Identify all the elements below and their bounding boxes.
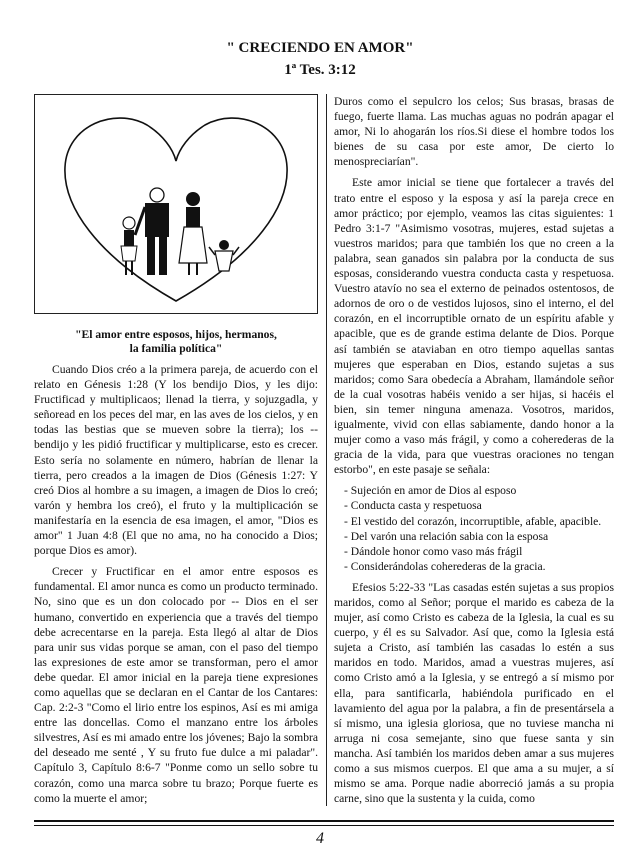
heart-outline-icon: [65, 118, 287, 301]
list-item: - Considerándolas coherederas de la gracia.: [344, 559, 546, 573]
paragraph: Duros como el sepulcro los celos; Sus brasas, brasas de fuego, fuerte llama. Las muchas aguas no podrán apagar el amor, Ni lo ahogarán los ríos.Si diese el hombre todos los bienes de su casa por este amor, De cierto lo menospreciarían".: [334, 95, 614, 169]
mother-figure-icon: [179, 192, 207, 275]
page-title: " CRECIENDO EN AMOR": [226, 40, 414, 56]
paragraph: Cuando Dios créo a la primera pareja, de acuerdo con el relato en Génesis 1:28 (Y los bendijo Dios, y les dijo: Fructificad y multiplicaos; llenad la tierra, y sojuzgadla, y señoread en los peces del mar, en las aves de los cielos, y en todas las bestias que se mueven sobre la tierra); los -- bendijo y les pidió fructificar y multiplicarse, esto es crecer. Esto sería no solamente en número, habrían de llenar la tierra, pero creados a la imagen de Dios (Génesis 1:27: Y creó Dios al hombre a su imagen, a imagen de Dios lo creó; varón y hembra los creó), el fruto y la multiplicación se manifestaría en la esencia de esa imagen, el amor, "Dios es amor" 1 Juan 4:8 (El que no ama, no ha conocido a Dios; porque Dios es amor).: [34, 363, 318, 558]
caption-line-1: "El amor entre esposos, hijos, hermanos,: [75, 328, 277, 341]
heart-family-drawing: [35, 95, 317, 313]
paragraph: Crecer y Fructificar en el amor entre esposos es fundamental. El amor nunca es como un producto terminado. No, sino que es un don colocado por -- Dios en el ser humano, convertido en experiencia que a través del tiempo debe acrecentarse en la pareja. Esta llegó al altar de Dios para unir sus vidas porque se aman, con el paso del tiempo las expresiones de este amor se transforman, pero el amor debe quedar. El amor inicial en la pareja tiene expresiones como aquellas que se declaran en el Cantar de los Cantares: Cap. 2:2-3 "Como el lirio entre los espinos, Así es mi amiga entre las doncellas. Como el manzano entre los árboles silvestres, Así es mi amado entre los jóvenes; Bajo la sombra del deseado me senté , Y su fruto fue dulce a mi paladar". Capítulo 3, Capítulo 8:6-7 "Ponme como un sello sobre tu corazón, como una marca sobre tu brazo; Porque fuerte es como la muerte el amor;: [34, 565, 318, 805]
baby-figure-icon: [209, 240, 239, 271]
left-column: [34, 94, 318, 812]
list-item: - El vestido del corazón, incorruptible, afable, apacible.: [344, 514, 602, 528]
footer-rule: [34, 825, 614, 826]
paragraph: Efesios 5:22-33 "Las casadas estén sujetas a sus propios maridos, como al Señor; porque el marido es cabeza de la mujer, así como Cristo es cabeza de la Iglesia, la cual es su cuerpo, y él es su Salvador. Así que, como la Iglesia está sujeta a Cristo, así también las casadas lo estén a sus maridos en todo. Maridos, amad a vuestras mujeres, así como Cristo amó a la Iglesia, y se entregó a sí mismo por ella, para santificarla, habiéndola purificado en el lavamiento del agua por la palabra, a fin de presentársela a sí mismo, una iglesia gloriosa, que no tuviese mancha ni arruga ni cosa semejante, sino que fuese santa y sin mancha. Así también los maridos deben amar a sus mujeres como a sus mismos cuerpos. El que ama a su mujer, a sí mismo se ama. Porque nadie aborreció jamás a su propia carne, sino que la sustenta y la cuida, como: [334, 580, 614, 806]
list-item: - Conducta casta y respetuosa: [344, 499, 482, 513]
list-item: - Dándole honor como vaso más frágil: [344, 544, 523, 558]
page-number: 4: [316, 830, 324, 847]
summary-list: [344, 483, 614, 574]
column-divider: [326, 94, 327, 806]
right-column: [334, 94, 614, 812]
father-figure-icon: [135, 188, 169, 275]
paragraph: Este amor inicial se tiene que fortalecer a través del trato entre el esposo y la esposa y así la pareja crece en amor práctico; por ejemplo, veamos las citas siguientes: 1 Pedro 3:1-7 "Asimismo vosotras, mujeres, estad sujetas a vuestros maridos; para que también los que no creen a la palabra, sean ganados sin palabra por la conducta de sus esposas, considerando vuestra conducta casta y respetuosa. Vuestro atavío no sea el externo de peinados ostentosos, de adornos de oro o de vestidos lujosos, sino el interno, el del corazón, en el incorruptible ornato de un espíritu afable y apacible, que es de grande estima delante de Dios. Porque así también se ataviaban en otro tiempo aquellas santas mujeres que esperaban en Dios, estando sujetas a sus maridos; como Sara obedecía a Abraham, llamándole señor de la cual vosotras habéis venido a ser hijas, si hacéis el bien, sin temer ninguna amenaza. Vosotros, maridos, igualmente, vivid con ellas sabiamente, dando honor a la mujer como a vaso más frágil, y como a coherederas de la gracia de la vida, para que vuestras oraciones no tengan estorbo", en este pasaje se señala:: [334, 176, 614, 477]
family-heart-illustration: [34, 94, 318, 314]
caption-line-2: la familia política": [129, 342, 223, 355]
figure-caption: [34, 328, 318, 356]
footer-rule: [34, 820, 614, 822]
list-item: - Sujeción en amor de Dios al esposo: [344, 484, 517, 498]
list-item: - Del varón una relación sabia con la esposa: [344, 529, 549, 543]
page-subtitle: 1ª Tes. 3:12: [284, 62, 356, 78]
